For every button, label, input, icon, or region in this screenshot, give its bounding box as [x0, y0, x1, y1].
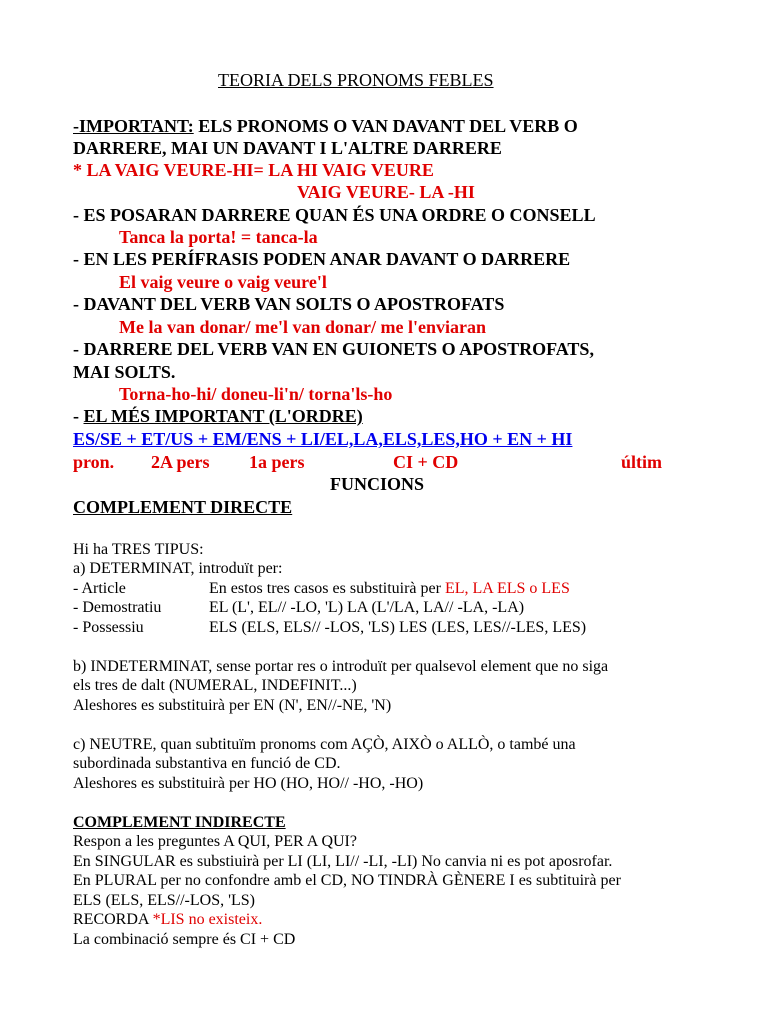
mes-important-line — [73, 406, 363, 427]
mes-important-dash: - — [73, 406, 84, 426]
rule-darrere-2: MAI SOLTS. — [73, 362, 176, 382]
cd-row-article-red: EL, LA ELS o LES — [444, 580, 570, 597]
cd-row-label-article: - Article — [73, 580, 126, 597]
cd-type-c-1: c) NEUTRE, quan subtituïm pronoms com AÇÒ, AIXÒ o ALLÒ, o també una — [73, 736, 576, 753]
example-veure-2: VAIG VEURE- LA -HI — [297, 182, 475, 202]
important-label: -IMPORTANT: — [73, 116, 194, 136]
legend-pron: pron. — [73, 452, 115, 472]
cd-type-c-3: Aleshores es substituirà per HO (HO, HO// -HO, -HO) — [73, 775, 424, 792]
ci-line-4: ELS (ELS, ELS//-LOS, 'LS) — [73, 892, 255, 909]
important-line-1 — [73, 116, 578, 137]
cd-type-c-2: subordinada substantiva en funció de CD. — [73, 755, 341, 772]
page-title: TEORIA DELS PRONOMS FEBLES — [218, 70, 494, 90]
cd-type-b-1: b) INDETERMINAT, sense portar res o introduït per qualsevol element que no siga — [73, 658, 609, 675]
cd-row-article-text: En estos tres casos es substituirà per — [209, 580, 445, 597]
cd-type-b-3: Aleshores es substituirà per EN (N', EN//-NE, 'N) — [73, 697, 392, 714]
important-line-2: DARRERE, MAI UN DAVANT I L'ALTRE DARRERE — [73, 138, 502, 158]
cd-row-text-possessiu: ELS (ELS, ELS// -LOS, 'LS) LES (LES, LES//-LES, LES) — [209, 619, 587, 636]
funcions-heading: FUNCIONS — [330, 474, 425, 494]
rule-darrere-1: - DARRERE DEL VERB VAN EN GUIONETS O APOSTROFATS, — [73, 339, 594, 359]
cd-row-text-demostratiu: EL (L', EL// -LO, 'L) LA (L'/LA, LA// -LA, -LA) — [209, 599, 525, 616]
legend-1a-pers: 1a pers — [249, 452, 305, 472]
ci-lis-note: *LIS no existeix. — [152, 911, 263, 928]
cd-row-label-possessiu: - Possessiu — [73, 619, 144, 636]
pronoun-order: ES/SE + ET/US + EM/ENS + LI/EL,LA,ELS,LES,HO + EN + HI — [73, 429, 573, 449]
cd-type-a: a) DETERMINAT, introduït per: — [73, 560, 283, 577]
rule-ordre-example: Tanca la porta! = tanca-la — [119, 227, 318, 247]
mes-important-label: EL MÉS IMPORTANT (L'ORDRE) — [83, 406, 363, 426]
cd-type-b-2: els tres de dalt (NUMERAL, INDEFINIT...) — [73, 677, 357, 694]
legend-ultim: últim — [621, 452, 663, 472]
rule-darrere-example: Torna-ho-hi/ doneu-li'n/ torna'ls-ho — [119, 384, 393, 404]
ci-line-3: En PLURAL per no confondre amb el CD, NO TINDRÀ GÈNERE I es subtituirà per — [73, 872, 621, 889]
ci-recorda: RECORDA — [73, 911, 153, 928]
ci-heading: COMPLEMENT INDIRECTE — [73, 814, 286, 831]
rule-davant-example: Me la van donar/ me'l van donar/ me l'enviaran — [119, 317, 486, 337]
legend-ci-cd: CI + CD — [393, 452, 459, 472]
ci-line-5 — [73, 911, 262, 929]
example-veure: * LA VAIG VEURE-HI= LA HI VAIG VEURE — [73, 160, 434, 180]
ci-line-1: Respon a les preguntes A QUI, PER A QUI? — [73, 833, 357, 850]
rule-perifrasis: - EN LES PERÍFRASIS PODEN ANAR DAVANT O DARRERE — [73, 249, 571, 269]
legend-2a-pers: 2A pers — [151, 452, 210, 472]
rule-perifrasis-example: El vaig veure o vaig veure'l — [119, 272, 327, 292]
important-text-1: ELS PRONOMS O VAN DAVANT DEL VERB O — [193, 116, 578, 136]
cd-heading: COMPLEMENT DIRECTE — [73, 497, 293, 517]
ci-line-2: En SINGULAR es substiuirà per LI (LI, LI// -LI, -LI) No canvia ni es pot aposrofar. — [73, 853, 613, 870]
ci-line-6: La combinació sempre és CI + CD — [73, 931, 296, 948]
cd-row-label-demostratiu: - Demostratiu — [73, 599, 162, 616]
cd-intro: Hi ha TRES TIPUS: — [73, 541, 204, 558]
cd-row-text-article — [209, 580, 570, 598]
rule-ordre: - ES POSARAN DARRERE QUAN ÉS UNA ORDRE O CONSELL — [73, 205, 596, 225]
rule-davant: - DAVANT DEL VERB VAN SOLTS O APOSTROFATS — [73, 294, 505, 314]
